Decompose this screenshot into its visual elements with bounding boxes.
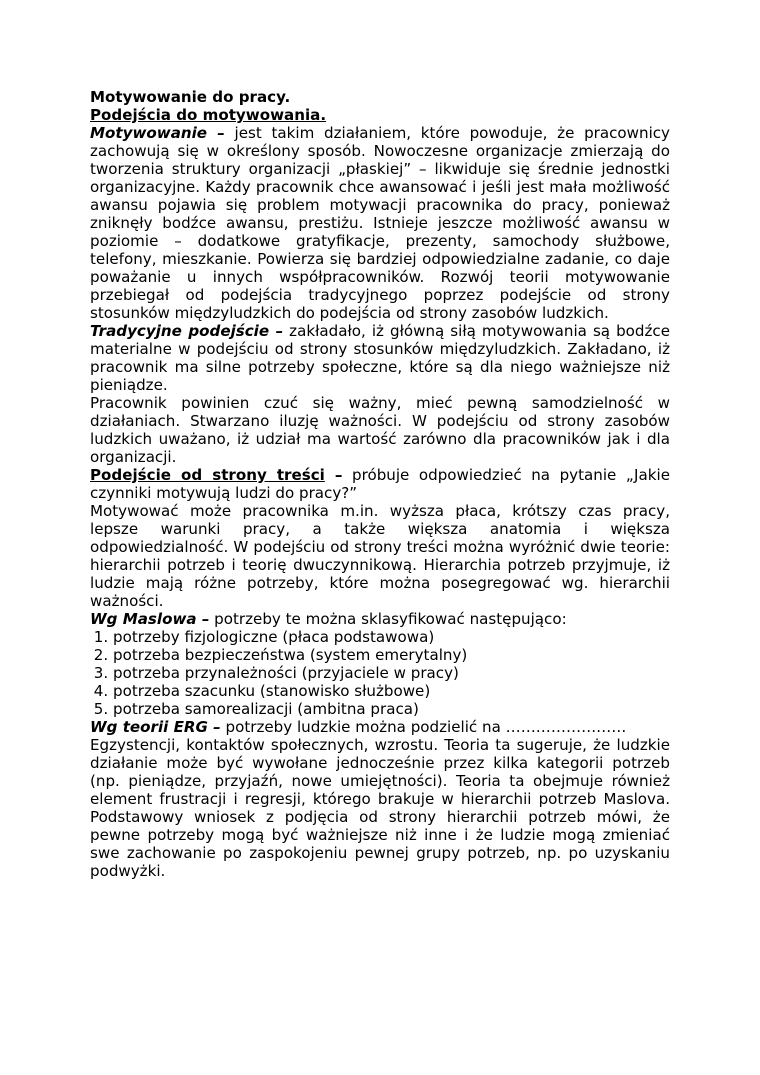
paragraph-maslow-text: potrzeby te można sklasyfikować następująco: [209,610,567,628]
paragraph-content-approach [90,466,670,502]
paragraph-traditional-text: zakładało, iż główną siłą motywowania są bodźce materialne w podejściu od strony stosunków międzyludzkich. Zakładano, iż pracownik ma silne potrzeby społeczne, które są dla niego ważniejsze niż pieniądze. [90,322,671,394]
paragraph-erg [90,718,670,736]
list-item: 1. potrzeby fizjologiczne (płaca podstawowa) [113,628,670,646]
list-item: 2. potrzeba bezpieczeństwa (system emerytalny) [113,646,670,664]
paragraph-traditional [90,322,670,394]
maslow-needs-list [90,628,670,718]
paragraph-erg-text: potrzeby ludzkie można podzielić na …………………… [220,718,627,736]
term-content-approach-dash: – [324,466,343,484]
document-title: Motywowanie do pracy. [90,88,291,106]
list-item: 4. potrzeba szacunku (stanowisko służbowe) [113,682,670,700]
paragraph-maslow [90,610,670,628]
term-maslow: Wg Maslowa – [90,610,210,628]
paragraph-motivation [90,124,670,322]
term-erg: Wg teorii ERG – [90,718,221,736]
list-item: 3. potrzeba przynależności (przyjaciele w pracy) [113,664,670,682]
term-content-approach: Podejście od strony treści [90,466,325,484]
term-motivation: Motywowanie – [90,124,225,142]
paragraph-content-approach-text: próbuje odpowiedzieć na pytanie „Jakie czynniki motywują ludzi do pracy?” [90,466,670,502]
document-page [90,88,670,880]
paragraph-traditional-more: Pracownik powinien czuć się ważny, mieć pewną samodzielność w działaniach. Stwarzano iluzję ważności. W podejściu od strony zasobów ludzkich uważano, iż udział ma wartość zarówno dla pracowników jak i dla organizacji. [90,394,670,466]
paragraph-erg-more: Egzystencji, kontaktów społecznych, wzrostu. Teoria ta sugeruje, że ludzkie działanie może być wywołane jednocześnie przez kilka kategorii potrzeb (np. pieniądze, przyjaźń, nowe umiejętności). Teoria ta obejmuje również element frustracji i regresji, którego brakuje w hierarchii potrzeb Maslova. Podstawowy wniosek z podjęcia od strony hierarchii potrzeb mówi, że pewne potrzeby mogą być ważniejsze niż inne i że ludzie mogą zmieniać swe zachowanie po zaspokojeniu pewnej grupy potrzeb, np. po uzyskaniu podwyżki. [90,736,670,880]
list-item: 5. potrzeba samorealizacji (ambitna praca) [113,700,670,718]
paragraph-motivation-text: jest takim działaniem, które powoduje, że pracownicy zachowują się w określony sposób. Nowoczesne organizacje zmierzają do tworzenia struktury organizacji „płaskiej” – likwiduje się średnie jednostki organizacyjne. Każdy pracownik chce awansować i jeśli jest mała możliwość awansu pojawia się problem motywacji pracownika do pracy, ponieważ zniknęły bodźce awansu, prestiżu. Istnieje jeszcze możliwość awansu w poziomie – dodatkowe gratyfikacje, prezenty, samochody służbowe, telefony, mieszkanie. Powierza się bardziej odpowiedzialne zadanie, co daje poważanie u innych współpracowników. Rozwój teorii motywowanie przebiegał od podejścia tradycyjnego poprzez podejście od strony stosunków międzyludzkich do podejścia od strony zasobów ludzkich. [90,124,670,322]
term-traditional: Tradycyjne podejście – [90,322,284,340]
paragraph-content-more: Motywować może pracownika m.in. wyższa płaca, krótszy czas pracy, lepsze warunki pracy, a także większa anatomia i większa odpowiedzialność. W podejściu od strony treści można wyróżnić dwie teorie: hierarchii potrzeb i teorię dwuczynnikową. Hierarchia potrzeb przyjmuje, iż ludzie mają różne potrzeby, które można posegregować wg. hierarchii ważności. [90,502,670,610]
section-heading-approaches: Podejścia do motywowania. [90,106,327,124]
